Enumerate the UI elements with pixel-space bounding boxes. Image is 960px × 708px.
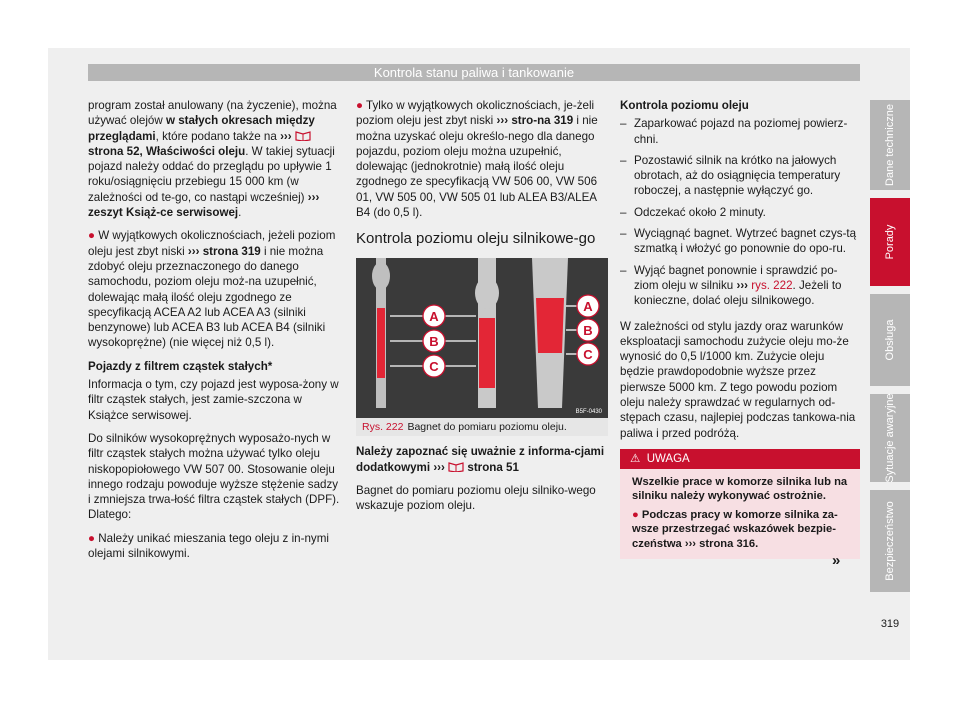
tab-operation[interactable]: Obsługa — [870, 294, 910, 386]
paragraph-oil-intervals: program został anulowany (na życzenie), można używać olejów w stałych okresach między przeglądami, które podano także na ››› strona 52, Właściwości oleju. W takiej sytuacji pojazd należy oddać do przeglądu po upływie 1 roku/osiągnięciu przebiegu 15 000 km (w zależności od te-go, co nastąpi wcześniej) ››› zeszyt Książ-ce serwisowej. — [88, 99, 337, 220]
dipstick-illustration — [356, 258, 608, 418]
column-right — [620, 98, 860, 559]
link-figure[interactable]: rys. 222 — [751, 278, 793, 292]
bullet-icon: ● — [356, 99, 364, 112]
page-header: Kontrola stanu paliwa i tankowanie — [88, 64, 860, 81]
callout-a-right: A — [583, 299, 593, 315]
dipstick-figure — [356, 258, 608, 418]
book-icon — [295, 130, 311, 141]
list-item: ● Tylko w wyjątkowych okolicznościach, je-żeli poziom oleju jest zbyt niski ››› stro-na 319 i nie można uzyskać oleju określo-nego dla danego pojazdu, poziom oleju można uzupełnić, dolewając (jednokrotnie) małą ilość oleju zgodnego ze specyfikacją VW 506 00, VW 506 01, VW 505 00, VW 505 01 lub ALEA B3/ALEA B4 (do 0,5 l). — [356, 99, 598, 220]
heading-oil-check: Kontrola poziomu oleju — [620, 99, 749, 112]
link-page[interactable]: strona 316 — [699, 537, 756, 550]
note-additional-info: Należy zapoznać się uważnie z informa-cjami dodatkowymi ››› strona 51 — [356, 445, 605, 474]
list-item: ● Podczas pracy w komorze silnika za-wsze przestrzegać wskazówek bezpie-czeństwa ››› strona 316. — [632, 508, 838, 550]
callout-c-left: C — [429, 359, 439, 375]
step-item: – Odczekać około 2 minuty. — [620, 205, 860, 220]
callout-b-left: B — [429, 334, 439, 350]
book-icon — [448, 461, 464, 472]
paragraph-dipstick: Bagnet do pomiaru poziomu oleju silniko-wego wskazuje poziom oleju. — [356, 483, 596, 513]
link-service-book[interactable]: zeszyt Książ-ce serwisowej — [88, 206, 239, 220]
link-page[interactable]: strona 319 — [202, 244, 261, 258]
paragraph-dpf-info: Informacja o tym, czy pojazd jest wyposa-żony w filtr cząstek stałych, jest zamie-szczona w Książce serwisowej. — [88, 378, 339, 422]
figure-caption: Rys. 222 Bagnet do pomiaru poziomu oleju. — [356, 418, 608, 436]
section-title: Kontrola poziomu oleju silnikowe-go — [356, 230, 596, 248]
warning-box — [620, 449, 860, 560]
column-middle — [356, 98, 608, 522]
tab-tips[interactable]: Porady — [870, 198, 910, 286]
continue-arrow-icon: » — [832, 552, 841, 569]
callout-a-left: A — [429, 309, 439, 325]
link-page[interactable]: strona 51 — [467, 460, 519, 474]
paragraph-oil-usage: W zależności od stylu jazdy oraz warunków eksploatacji samochodu zużycie oleju mo-że wynosić do 0,5 l/1000 km. Zużycie oleju będzie prawdopodobnie wyższe przez pierwsze 5000 km. Z tego powodu poziom oleju należy sprawdzać w regularnych od-stępach czasu, najlepiej podczas tankowa-nia paliwa i przed podróżą. — [620, 319, 856, 440]
bullet-icon: ● — [88, 531, 96, 545]
bullet-icon: ● — [632, 508, 639, 521]
figure-number: Rys. 222 — [362, 421, 404, 434]
callout-c-right: C — [583, 347, 593, 363]
step-item: – Zaparkować pojazd na poziomej powierz-chni. — [620, 116, 860, 147]
warning-body: Wszelkie prace w komorze silnika lub na silniku należy wykonywać ostrożnie. ● Podczas pracy w komorze silnika za-wsze przestrzegać wskazówek bezpie-czeństwa ››› strona 316. — [620, 469, 860, 560]
arrow-icon: ››› — [280, 129, 292, 143]
bullet-icon: ● — [88, 229, 96, 243]
step-item: – Wyjąć bagnet ponownie i sprawdzić po-ziom oleju w silniku ››› rys. 222. Jeżeli to konieczne, dolać oleju silnikowego. — [620, 263, 860, 309]
link-oil-properties[interactable]: strona 52, Właściwości oleju — [88, 144, 246, 158]
page-number: 319 — [880, 618, 900, 630]
step-item: – Pozostawić silnik na krótko na jałowych obrotach, aż do osiągnięcia temperatury roboczej, a następnie wyłączyć go. — [620, 153, 860, 199]
list-item: ● W wyjątkowych okolicznościach, jeżeli poziom oleju jest zbyt niski ››› strona 319 i nie można zdobyć oleju przeznaczonego do danego samochodu, poziom oleju moż-na uzupełnić, dolewając małą ilość oleju zgodnego ze specyfikacją ACEA A2 lub ACEA A3 (silniki benzynowe) lub ACEA B3 lub ACEA B4 (silniki wysokoprężne) (nie więcej niż 0,5 l). — [88, 229, 336, 350]
tab-safety[interactable]: Bezpieczeństwo — [870, 490, 910, 592]
warning-header: ⚠ UWAGA — [620, 449, 860, 469]
paragraph-dpf-oil: Do silników wysokoprężnych wyposażo-nych w filtr cząstek stałych można używać tylko oleju niskopopiołowego VW 507 00. Stosowanie oleju innego rodzaju powoduje wyższe stężenie sadzy i zmniejsza trwa-łość filtra cząstek stałych (DPF). Dlatego: — [88, 431, 340, 522]
warning-icon: ⚠ — [630, 452, 641, 465]
tab-emergencies[interactable]: Sytuacje awaryjne — [870, 394, 910, 482]
callout-b-right: B — [583, 323, 593, 339]
tab-technical-data[interactable]: Dane techniczne — [870, 100, 910, 190]
list-item: ● Należy unikać mieszania tego oleju z in-nymi olejami silnikowymi. — [88, 531, 329, 561]
link-page[interactable]: stro-na 319 — [511, 114, 574, 128]
heading-dpf: Pojazdy z filtrem cząstek stałych* — [88, 359, 273, 373]
column-left — [88, 98, 340, 569]
figure-code: B5F-0430 — [575, 409, 602, 416]
step-item: – Wyciągnąć bagnet. Wytrzeć bagnet czys-tą szmatką i włożyć go ponownie do opo-ru. — [620, 226, 860, 257]
